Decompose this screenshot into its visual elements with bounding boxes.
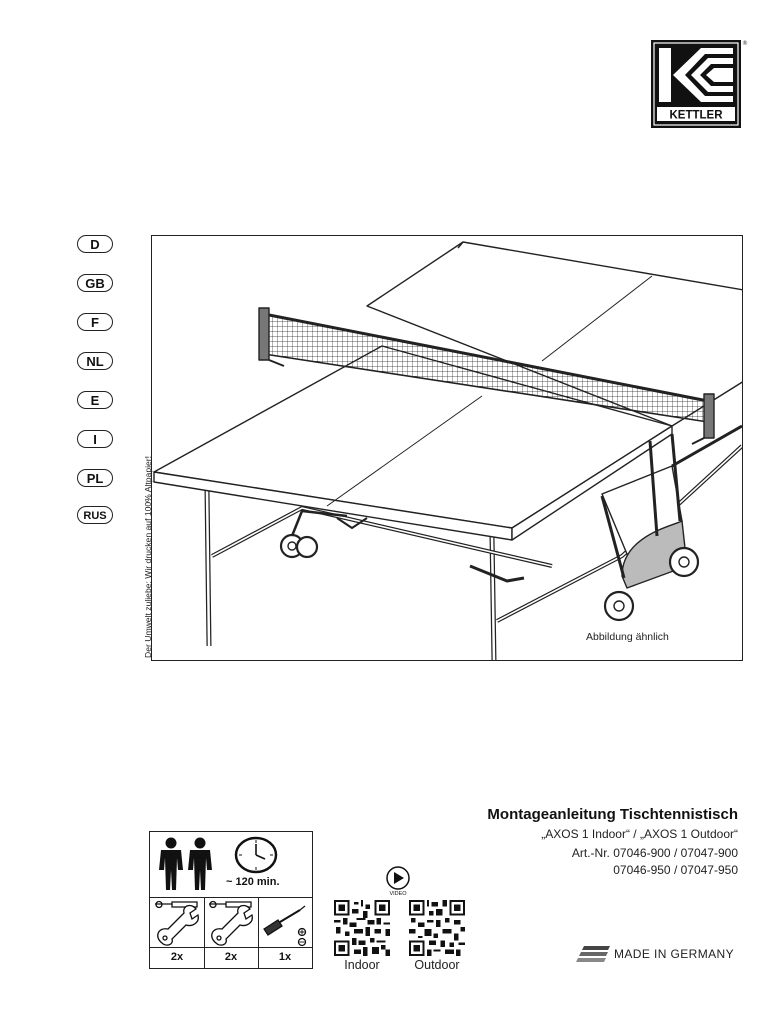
document-title: Montageanleitung Tischtennistisch bbox=[487, 806, 738, 823]
made-in-germany: MADE IN GERMANY bbox=[614, 947, 735, 961]
lang-badge-rus: RUS bbox=[77, 506, 113, 524]
tool-count: 1x bbox=[278, 951, 292, 963]
kettler-logo bbox=[651, 40, 741, 128]
lang-badge-nl: NL bbox=[77, 352, 113, 370]
qr-code-icon[interactable] bbox=[334, 900, 390, 956]
tool-count: 2x bbox=[170, 951, 184, 963]
lang-badge-f: F bbox=[77, 313, 113, 331]
table-tennis-table-illustration bbox=[152, 236, 743, 661]
logo-text: KETTLER bbox=[669, 109, 723, 122]
lang-badge-i: I bbox=[77, 430, 113, 448]
tool-count: 2x bbox=[224, 951, 238, 963]
article-number-line-1: Art.-Nr. 07046-900 / 07047-900 bbox=[571, 846, 738, 860]
qr-label-indoor: Indoor bbox=[344, 958, 380, 972]
assembly-info-box bbox=[149, 831, 313, 969]
assembly-duration: ~ 120 min. bbox=[226, 876, 280, 888]
clock-icon bbox=[234, 835, 278, 875]
qr-label-outdoor: Outdoor bbox=[414, 958, 460, 972]
illustration-frame bbox=[151, 235, 743, 661]
lang-badge-gb: GB bbox=[77, 274, 113, 292]
lang-badge-e: E bbox=[77, 391, 113, 409]
registered-mark: ® bbox=[742, 40, 748, 47]
article-number-line-2: 07046-950 / 07047-950 bbox=[613, 863, 738, 877]
qr-code-icon[interactable] bbox=[409, 900, 465, 956]
screwdriver-icon bbox=[260, 899, 312, 947]
illustration-caption: Abbildung ähnlich bbox=[586, 631, 669, 643]
lang-badge-d: D bbox=[77, 235, 113, 253]
video-label: VIDEO bbox=[389, 891, 407, 896]
wrench-icon bbox=[206, 899, 256, 947]
eco-note: Der Umwelt zuliebe: Wir drucken auf 100% Altpapier! bbox=[143, 455, 153, 658]
lang-badge-pl: PL bbox=[77, 469, 113, 487]
wrench-icon bbox=[152, 899, 202, 947]
two-persons-icon bbox=[156, 836, 216, 892]
video-play-icon[interactable] bbox=[385, 866, 411, 896]
model-names: „AXOS 1 Indoor“ / „AXOS 1 Outdoor“ bbox=[541, 827, 738, 841]
stripes-mark-icon bbox=[576, 946, 610, 962]
